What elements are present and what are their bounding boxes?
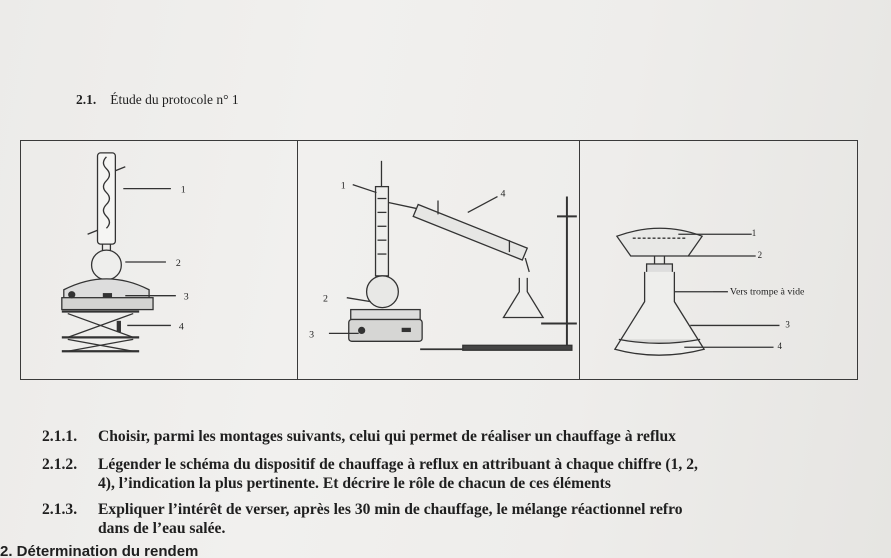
distillation-apparatus — [298, 141, 579, 379]
question-2-1-2 — [42, 455, 698, 493]
distillation-label-2: 2 — [322, 293, 328, 305]
section-title — [76, 92, 239, 108]
question-number: 2.1.2. — [42, 456, 78, 473]
question-2-1-3 — [42, 500, 683, 538]
filtration-label-4: 4 — [777, 341, 782, 352]
vacuum-pump-label: Vers trompe à vide — [729, 286, 805, 298]
filtration-label-1: 1 — [751, 228, 757, 239]
question-text-line: dans de l’eau salée. — [98, 520, 226, 537]
reflux-label-3: 3 — [183, 291, 189, 303]
question-text-line: Choisir, parmi les montages suivants, celui qui permet de réaliser un chauffage à reflux — [98, 428, 676, 445]
question-text-line: Légender le schéma du dispositif de chauffage à reflux en attribuant à chaque chiffre (1, 2, — [98, 456, 698, 473]
distillation-label-3: 3 — [309, 329, 315, 341]
filtration-label-3: 3 — [785, 319, 790, 330]
reflux-label-1: 1 — [180, 184, 186, 196]
distillation-label-1: 1 — [340, 180, 346, 192]
distillation-apparatus-drawing — [298, 141, 579, 379]
question-text-line: Expliquer l’intérêt de verser, après les 30 min de chauffage, le mélange réactionnel refro — [98, 501, 683, 518]
vacuum-filtration-apparatus — [580, 141, 857, 379]
question-number: 2.1.1. — [42, 428, 78, 445]
reflux-label-4: 4 — [178, 321, 184, 333]
reflux-apparatus — [21, 141, 297, 379]
next-section-heading: 2. Détermination du rendem — [0, 543, 199, 558]
section-number: 2.1. — [76, 92, 97, 107]
reflux-label-2: 2 — [175, 257, 181, 269]
distillation-label-4: 4 — [500, 188, 506, 200]
section-heading: Étude du protocole n° 1 — [110, 92, 239, 107]
question-text-line: 4), l’indication la plus pertinente. Et décrire le rôle de chacun de ces éléments — [98, 475, 611, 492]
reflux-apparatus-drawing — [21, 141, 297, 379]
filtration-label-2: 2 — [757, 250, 763, 261]
vacuum-filtration-drawing — [580, 141, 857, 379]
question-number: 2.1.3. — [42, 501, 78, 518]
apparatus-figure-frame — [20, 140, 858, 380]
question-2-1-1 — [42, 427, 676, 446]
